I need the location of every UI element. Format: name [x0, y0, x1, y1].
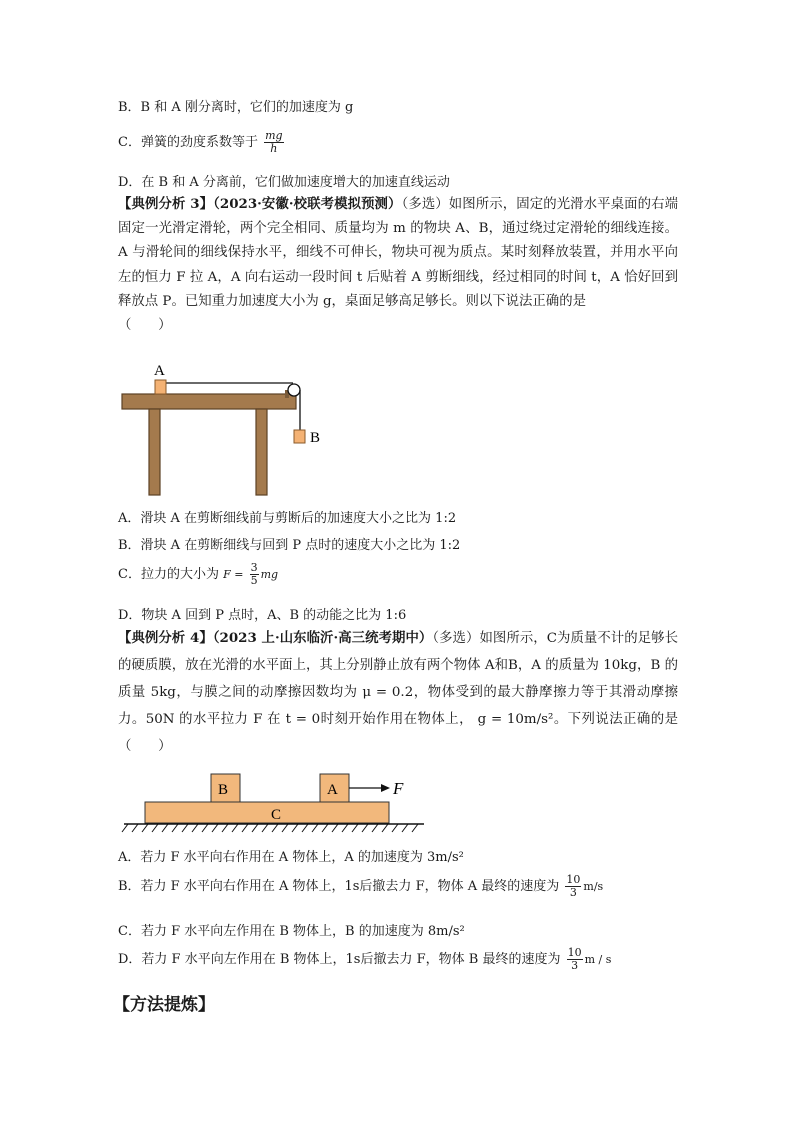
membrane-c	[145, 802, 389, 823]
unit-ms: m / s	[584, 953, 612, 966]
label-a-fig: A	[327, 782, 338, 798]
example-3-body: 如图所示，固定的光滑水平桌面的右端固定一光滑定滑轮，两个完全相同、质量均为 m 的物块 A、B，通过绕过定滑轮的细线连接。A 与滑轮间的细线保持水平，细线不可伸长，物块可视为质点。某时刻释放装置，并用水平向左的恒力 F 拉 A，A 向右运动一段时间 t 后贴着 A 剪断细线，经过相同的时间 t，A 恰好回到释放点 P。已知重力加速度大小为 g，桌面足够高足够长。则以下说法正确的是	[118, 197, 678, 309]
block-b	[294, 430, 305, 443]
fraction-numerator: 3	[250, 561, 258, 574]
label-f-fig: F	[393, 779, 404, 798]
tabletop	[122, 394, 296, 409]
option-b-ex4-text: B．若力 F 水平向右作用在 A 物体上，1s后撤去力 F，物体 A 最终的速度为	[118, 879, 560, 894]
mg-symbol: mg	[260, 568, 279, 581]
membrane-figure	[118, 770, 438, 836]
option-d-q2: D．在 B 和 A 分离前，它们做加速度增大的加速直线运动	[118, 175, 450, 190]
label-b-fig: B	[218, 782, 229, 798]
block-a	[155, 380, 166, 394]
option-c-ex3-text: C．拉力的大小为	[118, 567, 219, 582]
unit-ms: m/s	[583, 880, 604, 893]
option-d-ex4	[118, 947, 611, 972]
label-b: B	[310, 430, 321, 446]
fraction-denominator: 3	[569, 886, 577, 899]
option-c-q2	[118, 130, 286, 155]
fraction-10-over-3	[565, 874, 581, 899]
option-d-ex4-text: D．若力 F 水平向左作用在 B 物体上，1s后撤去力 F，物体 B 最终的速度为	[118, 952, 561, 967]
table-leg-left	[149, 409, 160, 495]
example-4-stem	[118, 625, 678, 760]
section-heading: 【方法提炼】	[113, 995, 215, 1015]
label-c-fig: C	[271, 807, 282, 823]
option-b-q2: B．B 和 A 刚分离时，它们的加速度为 g	[118, 100, 354, 115]
example-4-body: 如图所示，C为质量不计的足够长的硬质膜，放在光滑的水平面上，其上分别静止放有两个物体 A和B，A 的质量为 10kg，B 的质量 5kg，与膜之间的动摩擦因数均为 μ = 0.2，物体受到的最大静摩擦力等于其滑动摩擦力。50N 的水平拉力 F 在 t = 0时刻开始作用在物体上， g = 10m/s²。下列说法正确的是（ ）	[118, 631, 678, 754]
option-c-q2-text: C．弹簧的劲度系数等于	[118, 135, 258, 150]
fraction-denominator: 5	[250, 574, 258, 587]
force-arrow-head	[381, 784, 390, 792]
label-a: A	[154, 363, 165, 379]
example-4-source: （2023 上·山东临沂·高三统考期中）	[212, 630, 433, 646]
fraction-numerator: 10	[567, 946, 582, 959]
fraction-numerator: mg	[265, 129, 283, 142]
example-4-tag: 【典例分析 4】	[118, 630, 213, 646]
force-symbol: F =	[223, 568, 244, 581]
example-3-multi: （多选）	[401, 197, 449, 212]
option-c-ex4: C．若力 F 水平向左作用在 B 物体上，B 的加速度为 8m/s²	[118, 924, 465, 939]
table-pulley-figure	[118, 350, 338, 500]
example-3-blank: （ ）	[118, 318, 172, 334]
fraction-denominator: h	[270, 142, 278, 155]
table-leg-right	[256, 409, 267, 495]
example-3-tag: 【典例分析 3】	[118, 196, 214, 212]
example-4-multi: （多选）	[432, 631, 480, 646]
option-c-ex3	[118, 562, 278, 587]
option-b-ex3: B．滑块 A 在剪断细线与回到 P 点时的速度大小之比为 1:2	[118, 538, 461, 553]
fraction-mg-over-h	[264, 130, 283, 155]
fraction-denominator: 3	[571, 959, 579, 972]
option-a-ex4: A．若力 F 水平向右作用在 A 物体上，A 的加速度为 3m/s²	[118, 850, 464, 865]
fraction-10-over-3	[567, 947, 583, 972]
fraction-numerator: 10	[566, 873, 581, 886]
example-3-source: （2023·安徽·校联考模拟预测）	[213, 196, 402, 212]
option-d-ex3: D．物块 A 回到 P 点时，A、B 的动能之比为 1:6	[118, 608, 407, 623]
pulley	[288, 384, 300, 396]
fraction-3-over-5	[250, 562, 259, 587]
option-b-ex4	[118, 874, 603, 899]
option-a-ex3: A．滑块 A 在剪断细线前与剪断后的加速度大小之比为 1:2	[118, 511, 457, 526]
ground-hatching	[122, 824, 418, 832]
example-3-stem	[118, 192, 678, 338]
